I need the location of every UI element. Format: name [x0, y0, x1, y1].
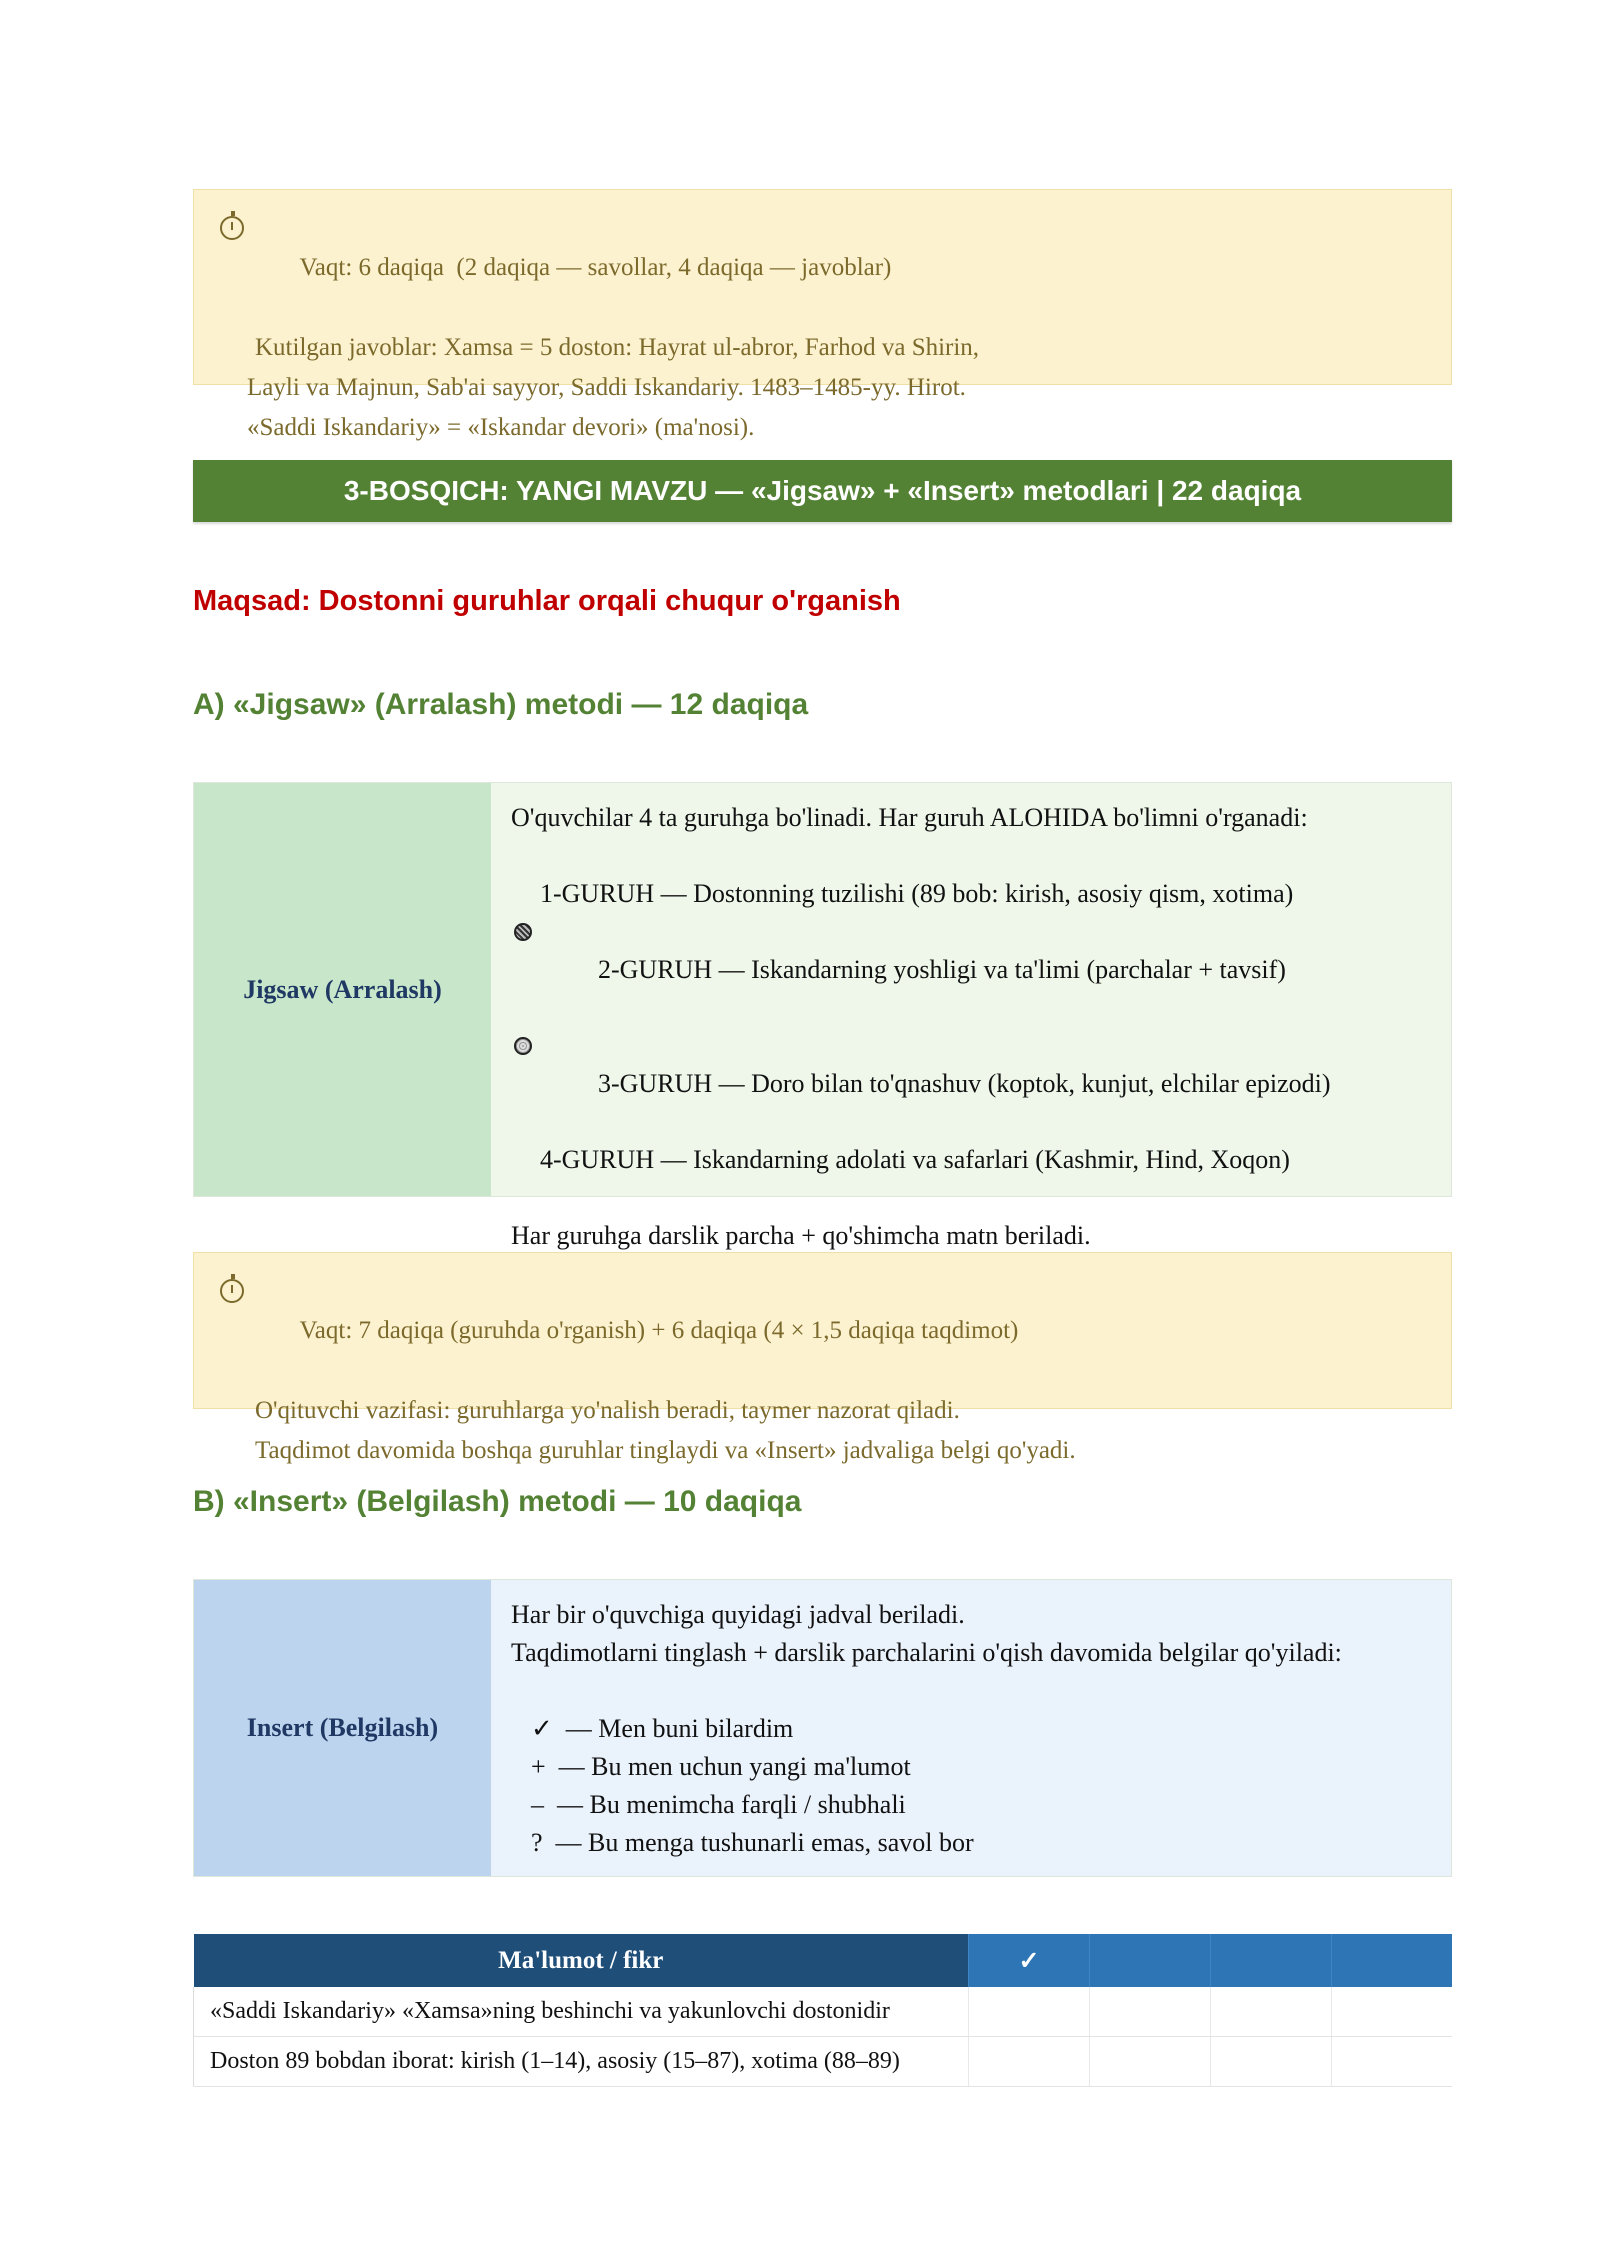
dotted-circle-icon — [514, 1037, 532, 1055]
table-cell-mark[interactable] — [1211, 1987, 1332, 2037]
insert-method-box — [193, 1579, 1452, 1877]
jigsaw-body — [491, 783, 1451, 1250]
table-header-row — [194, 1934, 1453, 1987]
legend-minus-item: – — Bu menimcha farqli / shubhali — [531, 1790, 906, 1819]
column-header-plus — [1090, 1934, 1211, 1987]
legend-question-item: ? — Bu menga tushunarli emas, savol bor — [531, 1828, 974, 1857]
note-line: «Saddi Iskandariy» = «Iskandar devori» (ma'nosi). — [247, 414, 755, 441]
column-header-minus — [1211, 1934, 1332, 1987]
legend-plus-item: + — Bu men uchun yangi ma'lumot — [531, 1752, 911, 1781]
body-line — [511, 837, 1451, 875]
table-cell-statement: Doston 89 bobdan iborat: kirish (1–14), asosiy (15–87), xotima (88–89) — [194, 2037, 969, 2087]
insert-body — [491, 1580, 1451, 1876]
note-line: Taqdimot davomida boshqa guruhlar tinglaydi va «Insert» jadvaliga belgi qo'yadi. — [255, 1437, 1076, 1464]
time-note-2 — [193, 1252, 1452, 1464]
insert-label: Insert (Belgilash) — [194, 1580, 491, 1876]
note-line: O'qituvchi vazifasi: guruhlarga yo'nalish beradi, taymer nazorat qiladi. — [255, 1397, 960, 1424]
note-line: Vaqt: 7 daqiqa (guruhda o'rganish) + 6 daqiqa (4 × 1,5 daqiqa taqdimot) — [194, 1271, 1451, 1391]
hatched-circle-icon — [514, 923, 532, 941]
table-cell-mark[interactable] — [1090, 2037, 1211, 2087]
group-2-item: 2-GURUH — Iskandarning yoshligi va ta'limi (parchalar + tavsif) — [511, 913, 1451, 1027]
insert-table — [193, 1934, 1452, 2087]
body-line: Taqdimotlarni tinglash + darslik parchalarini o'qish davomida belgilar qo'yiladi: — [511, 1638, 1342, 1667]
note-line: Vaqt: 6 daqiqa (2 daqiqa — savollar, 4 daqiqa — javoblar) — [194, 208, 1451, 328]
table-row — [194, 1987, 1453, 2037]
section-a-heading: A) «Jigsaw» (Arralash) metodi — 12 daqiqa — [193, 688, 809, 721]
table-cell-mark[interactable] — [1090, 1987, 1211, 2037]
group-1-item: 1-GURUH — Dostonning tuzilishi (89 bob: kirish, asosiy qism, xotima) — [540, 879, 1294, 908]
note-line: Layli va Majnun, Sab'ai sayyor, Saddi Iskandariy. 1483–1485-yy. Hirot. — [247, 374, 966, 401]
table-cell-statement: «Saddi Iskandariy» «Xamsa»ning beshinchi va yakunlovchi dostonidir — [194, 1987, 969, 2037]
group-4-item: 4-GURUH — Iskandarning adolati va safarlari (Kashmir, Hind, Xoqon) — [540, 1145, 1290, 1174]
table-cell-mark[interactable] — [1211, 2037, 1332, 2087]
legend-check-item: ✓ — Men buni bilardim — [531, 1714, 794, 1743]
section-b-heading: B) «Insert» (Belgilash) metodi — 10 daqiqa — [193, 1485, 802, 1518]
body-line: O'quvchilar 4 ta guruhga bo'linadi. Har guruh ALOHIDA bo'limni o'rganadi: — [511, 803, 1308, 832]
stopwatch-icon — [220, 1279, 244, 1303]
table-cell-mark[interactable] — [969, 1987, 1090, 2037]
group-3-item: 3-GURUH — Doro bilan to'qnashuv (koptok, kunjut, elchilar epizodi) — [511, 1027, 1451, 1141]
time-note-1 — [193, 189, 1452, 441]
column-header-check: ✓ — [969, 1934, 1090, 1987]
table-cell-mark[interactable] — [1332, 1987, 1453, 2037]
column-header-info: Ma'lumot / fikr — [194, 1934, 969, 1987]
body-line — [511, 1672, 1451, 1710]
table-cell-mark[interactable] — [1332, 2037, 1453, 2087]
table-row — [194, 2037, 1453, 2087]
goal-text: Maqsad: Dostonni guruhlar orqali chuqur o'rganish — [193, 585, 901, 617]
table-cell-mark[interactable] — [969, 2037, 1090, 2087]
column-header-question — [1332, 1934, 1453, 1987]
body-line: Har guruhga darslik parcha + qo'shimcha matn beriladi. — [511, 1221, 1091, 1250]
body-line: Har bir o'quvchiga quyidagi jadval beriladi. — [511, 1600, 965, 1629]
jigsaw-label: Jigsaw (Arralash) — [194, 783, 491, 1196]
jigsaw-method-box — [193, 782, 1452, 1250]
body-line — [511, 1179, 1451, 1217]
stopwatch-icon — [220, 216, 244, 240]
note-line: Kutilgan javoblar: Xamsa = 5 doston: Hayrat ul-abror, Farhod va Shirin, — [255, 334, 980, 361]
stage-title-bar: 3-BOSQICH: YANGI MAVZU — «Jigsaw» + «Insert» metodlari | 22 daqiqa — [193, 460, 1452, 522]
